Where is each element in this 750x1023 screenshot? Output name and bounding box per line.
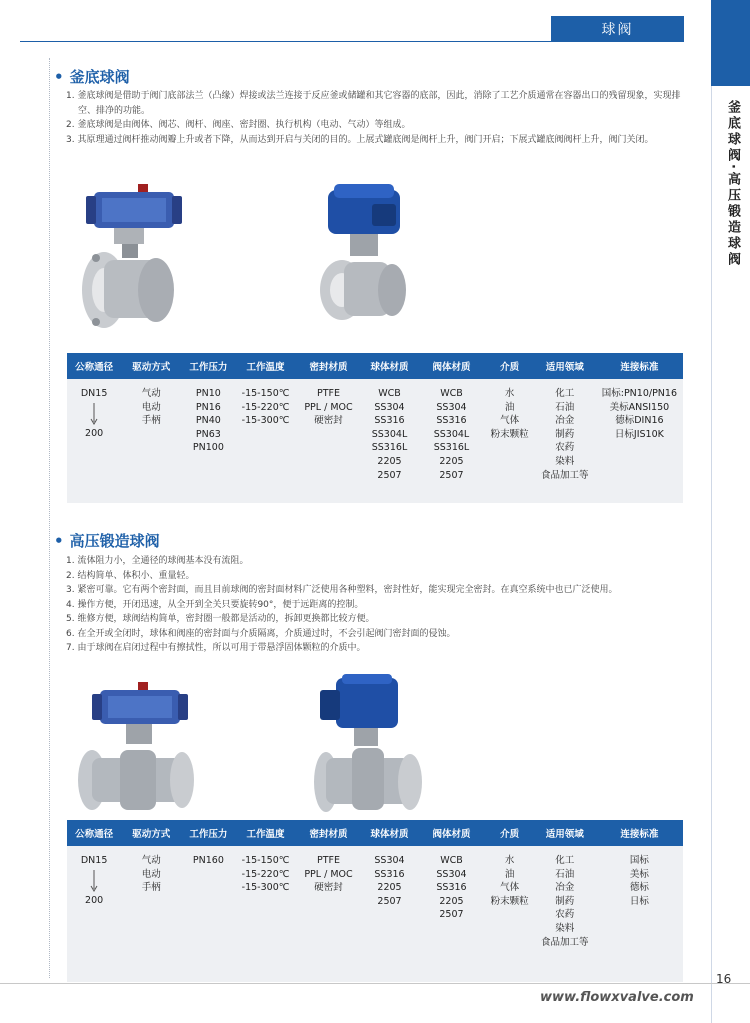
table-header-cell: 介质	[500, 829, 520, 840]
table-cell: 冶金	[555, 415, 575, 427]
table-cell: 2507	[439, 909, 464, 921]
dotted-guide	[49, 58, 50, 978]
table-cell: 化工	[555, 855, 575, 866]
table-cell: SS304	[436, 401, 467, 413]
section1-table-body	[67, 379, 683, 482]
table-cell: 农药	[555, 909, 575, 921]
table-header-cell: 驱动方式	[132, 829, 171, 840]
table-cell: -15-300℃	[241, 415, 290, 427]
table-column	[236, 387, 296, 482]
footer-rule	[0, 983, 750, 984]
side-color-strip	[711, 0, 750, 86]
table-column	[121, 854, 181, 949]
table-cell: 硬密封	[314, 415, 343, 427]
section1-item: 3. 其原理通过阀杆推动阀瓣上升或者下降，从而达到开启与关闭的目的。上展式罐底阀是阀杆上升，阀门开启；下展式罐底阀阀杆上升，阀门关闭。	[66, 134, 654, 145]
table-header-cell: 阀体材质	[432, 829, 471, 840]
section2-item: 3. 紧密可靠。它有两个密封面，而且目前球阀的密封面材料广泛使用各种塑料，密封性好，能实现完全密封。在真空系统中也已广泛使用。	[66, 585, 618, 595]
table-column	[181, 387, 235, 482]
table-cell: 油	[504, 401, 515, 413]
table-column	[596, 387, 683, 482]
table-cell: WCB	[440, 855, 463, 866]
table-cell: PN63	[195, 428, 221, 440]
table-cell: 石油	[555, 401, 575, 413]
table-cell: 冶金	[555, 882, 575, 894]
section1-title-text: 釜底球阀	[69, 68, 130, 86]
table-cell: SS304	[436, 868, 467, 880]
table-cell: 2205	[377, 455, 402, 467]
table-cell: PTFE	[316, 855, 340, 866]
table-cell: -15-220℃	[241, 401, 290, 413]
table-cell: 气动	[141, 855, 161, 866]
table-cell: SS316L	[433, 442, 470, 454]
table-cell: 2507	[377, 469, 402, 481]
table-column	[596, 854, 683, 949]
table-header-cell: 密封材质	[309, 829, 348, 840]
table-header-cell: 公称通径	[75, 829, 114, 840]
table-cell: 染料	[555, 922, 575, 934]
website-url: www.flowxvalve.com	[540, 990, 694, 1005]
table-cell: 水	[504, 388, 515, 399]
table-cell: -15-150℃	[241, 855, 290, 866]
table-column	[121, 387, 181, 482]
side-title: 釜底球阀·高压锻造球阀	[725, 100, 740, 268]
section2-item: 4. 操作方便，开闭迅速，从全开到全关只要旋转90°，便于远距离的控制。	[66, 599, 364, 610]
table-cell: 气体	[500, 882, 520, 894]
table-cell: 食品加工等	[541, 936, 589, 948]
table-cell: 德标	[629, 882, 649, 894]
header-rule	[20, 41, 684, 42]
table-cell: WCB	[440, 388, 463, 399]
table-column	[236, 854, 296, 949]
range-arrow-icon	[89, 870, 99, 892]
table-cell: DN15	[80, 388, 108, 399]
table-cell: 气动	[141, 388, 161, 399]
table-header-cell: 工作压力	[189, 362, 228, 373]
table-column	[485, 854, 533, 949]
electric-forged-ball-valve-image	[312, 672, 422, 822]
table-header-cell: 阀体材质	[432, 362, 471, 373]
table-cell: 食品加工等	[541, 469, 589, 481]
table-cell: 粉末颗粒	[490, 428, 529, 440]
table-header-cell: 工作压力	[189, 829, 228, 840]
table-cell: PN16	[195, 401, 221, 413]
table-header-cell: 适用领域	[545, 362, 584, 373]
table-cell: SS304L	[433, 428, 470, 440]
table-header-cell: 连接标准	[620, 829, 659, 840]
table-cell: 2205	[439, 895, 464, 907]
section2-spec-table	[67, 820, 683, 982]
table-cell: PN160	[192, 855, 224, 866]
table-cell: 德标DIN16	[615, 415, 664, 427]
table-cell: SS304	[374, 401, 405, 413]
table-cell: 2507	[439, 469, 464, 481]
table-header-cell: 密封材质	[309, 362, 348, 373]
table-cell: 手柄	[141, 415, 161, 427]
table-header-cell: 球体材质	[370, 362, 409, 373]
table-header-cell: 连接标准	[620, 362, 659, 373]
table-cell: 粉末颗粒	[490, 895, 529, 907]
table-cell: PPL / MOC	[304, 868, 353, 880]
table-cell: 2205	[377, 882, 402, 894]
section2-table-header	[67, 820, 683, 846]
table-column	[485, 387, 533, 482]
table-cell: PN100	[192, 442, 224, 454]
section1-spec-table	[67, 353, 683, 503]
table-header-cell: 工作温度	[246, 362, 285, 373]
table-cell: 手柄	[141, 882, 161, 894]
table-cell: 美标ANSI150	[609, 401, 670, 413]
table-cell: 硬密封	[314, 882, 343, 894]
pneumatic-forged-ball-valve-image	[74, 680, 194, 820]
table-header-cell: 球体材质	[370, 829, 409, 840]
section2-title: • 高压锻造球阀	[54, 532, 160, 550]
table-cell: 国标:PN10/PN16	[601, 388, 677, 399]
table-header-cell: 公称通径	[75, 362, 114, 373]
side-divider	[711, 86, 712, 1023]
section2-item: 2. 结构简单、体积小、重量轻。	[66, 570, 195, 581]
section2-item: 7. 由于球阀在启闭过程中有擦拭性，所以可用于带悬浮固体颗粒的介质中。	[66, 643, 366, 653]
table-column	[361, 854, 417, 949]
table-header-cell: 介质	[500, 362, 520, 373]
section1-description	[66, 89, 686, 147]
table-cell: 200	[85, 894, 104, 906]
table-column	[296, 387, 362, 482]
table-cell: 油	[504, 868, 515, 880]
table-cell: 2205	[439, 455, 464, 467]
table-column	[418, 387, 486, 482]
pneumatic-bottom-ball-valve-image	[74, 180, 184, 340]
table-cell: 水	[504, 855, 515, 866]
table-cell: 石油	[555, 868, 575, 880]
table-cell: 日标JIS10K	[614, 428, 664, 440]
section2-item: 6. 在全开或全闭时，球体和阀座的密封面与介质隔离，介质通过时，不会引起阀门密封面的侵蚀。	[66, 628, 456, 639]
table-cell: SS316	[436, 415, 467, 427]
table-column	[67, 387, 121, 482]
table-cell: 制药	[555, 895, 575, 907]
section2-title-text: 高压锻造球阀	[69, 532, 160, 550]
table-header-cell: 驱动方式	[132, 362, 171, 373]
table-cell: SS304	[374, 855, 405, 866]
table-header-cell: 适用领域	[545, 829, 584, 840]
category-tab	[551, 16, 684, 42]
table-cell: PTFE	[316, 388, 340, 399]
section1-item: 1. 釜底球阀是借助于阀门底部法兰（凸缘）焊接或法兰连接于反应釜或储罐和其它容器的底部，因此，消除了工艺介质通常在容器出口的残留现象，实现排空、排净的功能。	[66, 91, 681, 116]
table-cell: SS304L	[371, 428, 408, 440]
page-number: 16	[716, 972, 732, 986]
table-column	[534, 387, 596, 482]
table-cell: -15-150℃	[241, 388, 290, 399]
table-cell: PPL / MOC	[304, 401, 353, 413]
table-cell: 农药	[555, 442, 575, 454]
table-cell: 化工	[555, 388, 575, 399]
section1-title: • 釜底球阀	[54, 68, 130, 86]
table-cell: 美标	[629, 868, 649, 880]
section2-table-body	[67, 846, 683, 949]
range-arrow-icon	[89, 403, 99, 425]
table-cell: 染料	[555, 455, 575, 467]
table-cell: 日标	[629, 895, 649, 907]
table-column	[296, 854, 362, 949]
table-cell: DN15	[80, 855, 108, 866]
table-column	[534, 854, 596, 949]
table-column	[67, 854, 121, 949]
section2-item: 1. 流体阻力小，全通径的球阀基本没有流阻。	[66, 556, 249, 566]
table-cell: SS316	[374, 868, 405, 880]
section1-item: 2. 釜底球阀是由阀体、阀芯、阀杆、阀座、密封圈、执行机构（电动、气动）等组成。	[66, 120, 411, 130]
table-cell: 制药	[555, 428, 575, 440]
table-column	[361, 387, 417, 482]
section1-table-header	[67, 353, 683, 379]
category-tab-label: 球阀	[601, 22, 634, 38]
table-cell: SS316L	[371, 442, 408, 454]
table-cell: SS316	[374, 415, 405, 427]
table-cell: 2507	[377, 895, 402, 907]
table-cell: WCB	[378, 388, 401, 399]
electric-bottom-ball-valve-image	[314, 180, 414, 340]
table-cell: 国标	[629, 855, 649, 866]
table-cell: 气体	[500, 415, 520, 427]
table-cell: 电动	[141, 868, 161, 880]
table-cell: SS316	[436, 882, 467, 894]
table-column	[181, 854, 235, 949]
table-header-cell: 工作温度	[246, 829, 285, 840]
table-cell: -15-300℃	[241, 882, 290, 894]
table-cell: PN40	[195, 415, 221, 427]
table-cell: -15-220℃	[241, 868, 290, 880]
table-cell: PN10	[195, 388, 221, 399]
table-cell: 电动	[141, 401, 161, 413]
section2-item: 5. 维修方便，球阀结构简单，密封圈一般都是活动的，拆卸更换都比较方便。	[66, 614, 375, 624]
table-cell: 200	[85, 427, 104, 439]
table-column	[418, 854, 486, 949]
section2-description	[66, 554, 686, 656]
